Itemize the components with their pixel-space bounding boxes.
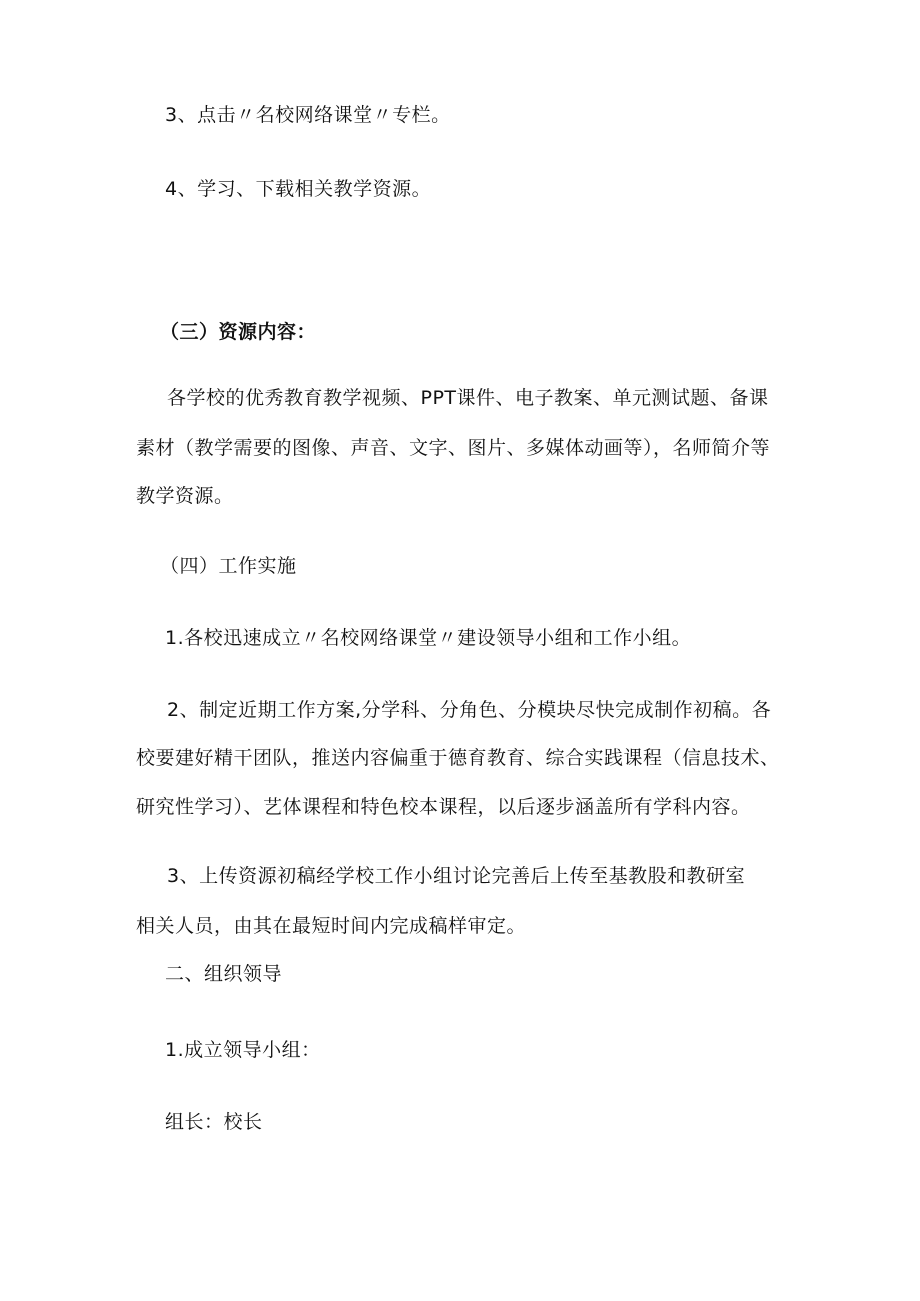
implementation-item-2-line-3: 研究性学习）、艺体课程和特色校本课程，以后逐步涵盖所有学科内容。 <box>136 796 751 818</box>
section-3-paragraph-line-1: 各学校的优秀教育教学视频、PPT课件、电子教案、单元测试题、备课 <box>167 387 769 409</box>
section-3-paragraph-line-3: 教学资源。 <box>136 485 234 507</box>
part-2-heading: 二、组织领导 <box>165 963 283 985</box>
implementation-item-2-line-1: 2、制定近期工作方案,分学科、分角色、分模块尽快完成制作初稿。各 <box>167 699 772 721</box>
implementation-item-3-line-2: 相关人员，由其在最短时间内完成稿样审定。 <box>136 915 527 937</box>
leadership-item-1: 1.成立领导小组： <box>165 1039 321 1061</box>
group-head: 组长：校长 <box>165 1111 263 1133</box>
step-3: 3、点击〃名校网络课堂〃专栏。 <box>165 104 451 126</box>
section-3-heading: （三）资源内容： <box>160 321 317 343</box>
section-3-paragraph-line-2: 素材（教学需要的图像、声音、文字、图片、多媒体动画等），名师简介等 <box>136 437 771 459</box>
implementation-item-2-line-2: 校要建好精干团队，推送内容偏重于德育教育、综合实践课程（信息技术、 <box>136 747 780 769</box>
step-4: 4、学习、下载相关教学资源。 <box>165 178 432 200</box>
implementation-item-3-line-1: 3、上传资源初稿经学校工作小组讨论完善后上传至基教股和教研室 <box>167 865 746 887</box>
section-4-heading: （四）工作实施 <box>160 555 297 577</box>
implementation-item-1: 1.各校迅速成立〃名校网络课堂〃建设领导小组和工作小组。 <box>165 627 692 649</box>
